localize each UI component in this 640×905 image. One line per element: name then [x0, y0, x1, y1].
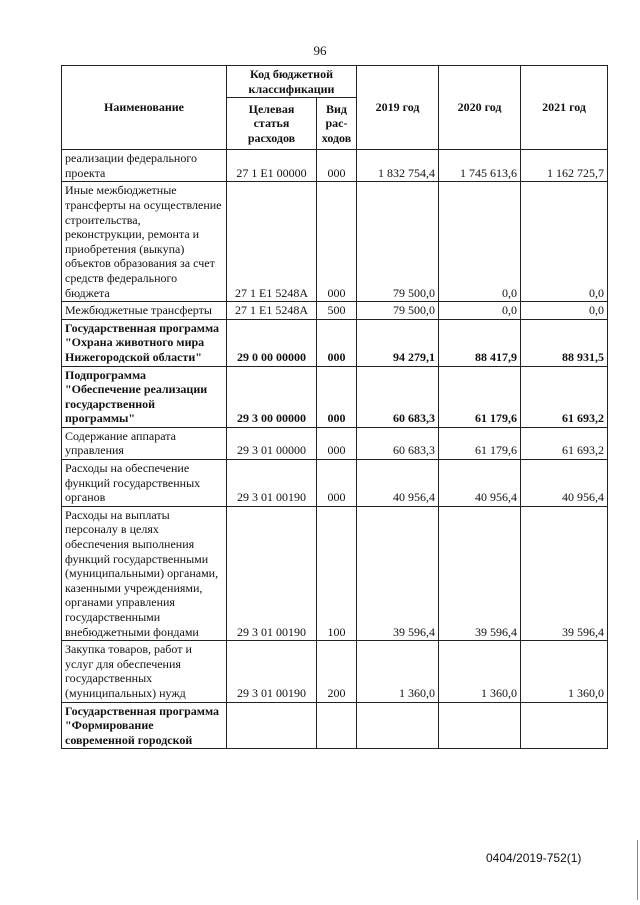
row-name: Государственная программа "Охрана животного мира Нижегородской области" [62, 319, 227, 366]
table-row [62, 150, 608, 182]
header-2019: 2019 год [357, 66, 439, 150]
row-name: реализации федерального проекта [62, 150, 227, 182]
row-2020: 61 179,6 [439, 427, 521, 459]
table-row [62, 460, 608, 507]
row-2021 [521, 702, 608, 749]
row-expense-type: 100 [317, 506, 357, 640]
row-2021: 88 931,5 [521, 319, 608, 366]
row-target-article [227, 702, 317, 749]
table-row [62, 506, 608, 640]
row-2021: 1 162 725,7 [521, 150, 608, 182]
scan-edge-divider [637, 840, 638, 900]
row-2020: 0,0 [439, 182, 521, 302]
row-target-article: 29 3 01 00000 [227, 427, 317, 459]
row-2019: 60 683,3 [357, 427, 439, 459]
row-2019: 1 360,0 [357, 641, 439, 702]
row-2019: 60 683,3 [357, 366, 439, 427]
row-2020: 39 596,4 [439, 506, 521, 640]
row-2020: 0,0 [439, 302, 521, 320]
row-name: Содержание аппарата управления [62, 427, 227, 459]
row-expense-type: 000 [317, 460, 357, 507]
row-name: Подпрограмма "Обеспечение реализации государственной программы" [62, 366, 227, 427]
row-target-article: 27 1 E1 5248A [227, 302, 317, 320]
row-2020: 61 179,6 [439, 366, 521, 427]
row-target-article: 29 3 01 00190 [227, 641, 317, 702]
row-name: Иные межбюджетные трансферты на осуществление строительства, реконструкции, ремонта и приобретения (выкупа) объектов образования за счет средств федерального бюджета [62, 182, 227, 302]
table-row [62, 319, 608, 366]
row-2021: 0,0 [521, 302, 608, 320]
row-2021: 0,0 [521, 182, 608, 302]
row-2019: 79 500,0 [357, 302, 439, 320]
row-target-article: 29 3 00 00000 [227, 366, 317, 427]
header-name: Наименование [62, 66, 227, 150]
row-2020: 1 745 613,6 [439, 150, 521, 182]
header-2020: 2020 год [439, 66, 521, 150]
row-name: Закупка товаров, работ и услуг для обеспечения государственных (муниципальных) нужд [62, 641, 227, 702]
row-name: Расходы на выплаты персоналу в целях обеспечения выполнения функций государственными (муниципальными) органами, казенными учреждениями, органами управления государственными внебюджетными фондами [62, 506, 227, 640]
row-2019: 94 279,1 [357, 319, 439, 366]
row-expense-type: 500 [317, 302, 357, 320]
row-name: Межбюджетные трансферты [62, 302, 227, 320]
row-expense-type: 000 [317, 427, 357, 459]
table-row [62, 702, 608, 749]
row-target-article: 29 0 00 00000 [227, 319, 317, 366]
row-2021: 40 956,4 [521, 460, 608, 507]
budget-table [61, 65, 608, 749]
row-2021: 61 693,2 [521, 366, 608, 427]
row-name: Государственная программа "Формирование современной городской [62, 702, 227, 749]
row-2019: 39 596,4 [357, 506, 439, 640]
row-expense-type: 200 [317, 641, 357, 702]
header-classification: Код бюджетной классификации [227, 66, 357, 98]
header-2021: 2021 год [521, 66, 608, 150]
table-row [62, 641, 608, 702]
document-code: 0404/2019-752(1) [486, 851, 582, 865]
table-row [62, 427, 608, 459]
row-expense-type: 000 [317, 182, 357, 302]
row-expense-type [317, 702, 357, 749]
row-expense-type: 000 [317, 150, 357, 182]
header-target-article: Целевая статья расходов [227, 98, 317, 150]
table-row [62, 366, 608, 427]
row-2020: 88 417,9 [439, 319, 521, 366]
row-2021: 39 596,4 [521, 506, 608, 640]
row-2021: 61 693,2 [521, 427, 608, 459]
row-target-article: 29 3 01 00190 [227, 506, 317, 640]
row-2020 [439, 702, 521, 749]
row-2019: 79 500,0 [357, 182, 439, 302]
header-expense-type: Вид рас-ходов [317, 98, 357, 150]
row-name: Расходы на обеспечение функций государственных органов [62, 460, 227, 507]
row-target-article: 27 1 E1 5248A [227, 182, 317, 302]
row-2019 [357, 702, 439, 749]
row-2019: 1 832 754,4 [357, 150, 439, 182]
row-expense-type: 000 [317, 366, 357, 427]
row-target-article: 29 3 01 00190 [227, 460, 317, 507]
table-row [62, 302, 608, 320]
row-2020: 1 360,0 [439, 641, 521, 702]
row-2021: 1 360,0 [521, 641, 608, 702]
row-target-article: 27 1 E1 00000 [227, 150, 317, 182]
row-expense-type: 000 [317, 319, 357, 366]
table-row [62, 182, 608, 302]
row-2020: 40 956,4 [439, 460, 521, 507]
row-2019: 40 956,4 [357, 460, 439, 507]
page-number: 96 [313, 43, 327, 58]
